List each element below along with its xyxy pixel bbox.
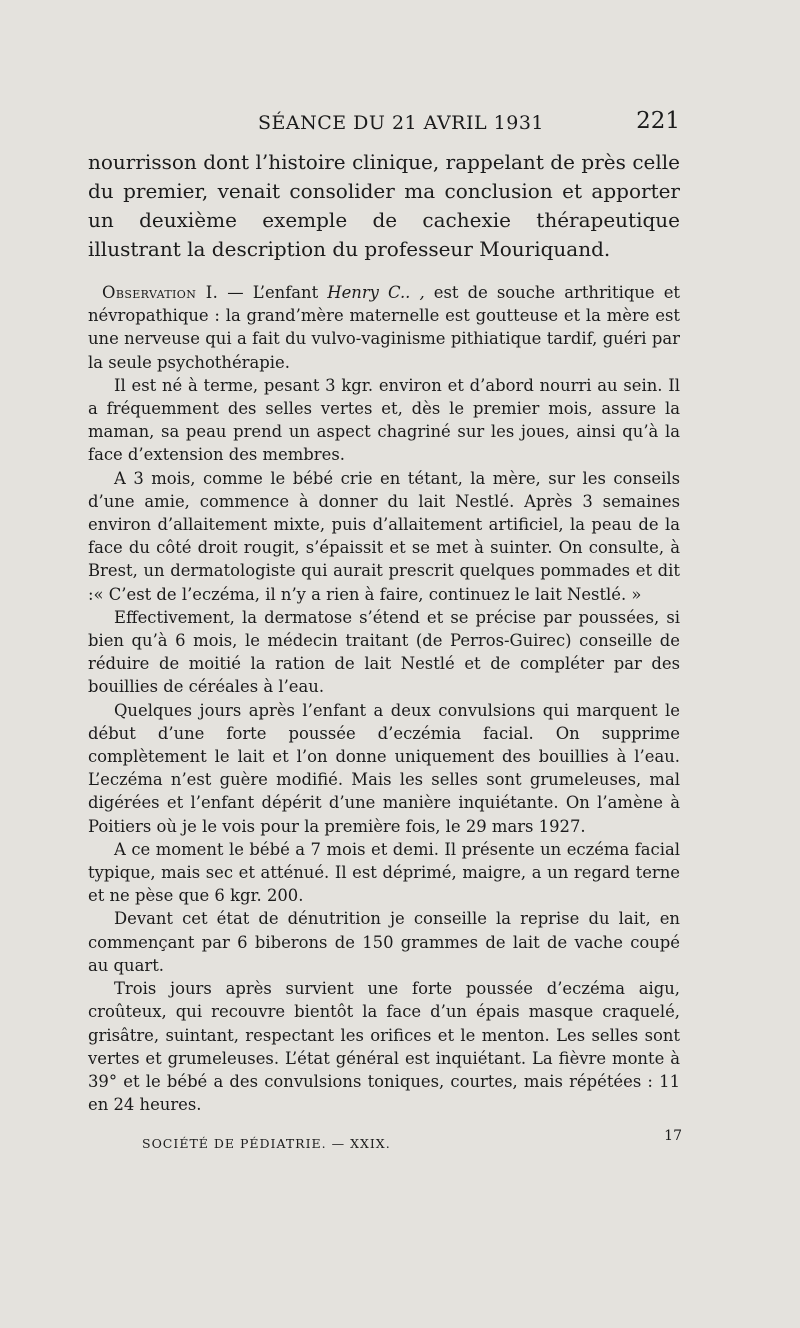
observation-paragraph: A ce moment le bébé a 7 mois et demi. Il présente un eczéma facial typique, mais sec et atténué. Il est déprimé, maigre, a un regard terne et ne pèse que 6 kgr. 200. xyxy=(88,839,680,906)
observation-intro xyxy=(88,281,680,374)
observation-intro-text: est de souche arthritique et névropathique : la grand’mère maternelle est goutteuse et la mère est une nerveuse qui a fait du vulvo-vaginisme pithiatique tardif, guéri par la seule psychothérapie. xyxy=(88,283,681,372)
observation-section xyxy=(88,281,680,1116)
lead-paragraph: nourrisson dont l’histoire clinique, rappelant de près celle du premier, venait consolider ma conclusion et apporter un deuxième exemple de cachexie thérapeutique illustrant la description du professeur Mouriquand. xyxy=(88,150,680,261)
observation-dash: — L’enfant xyxy=(218,283,328,302)
page-footer xyxy=(142,1126,682,1156)
page-header xyxy=(88,104,680,144)
observation-paragraph: Effectivement, la dermatose s’étend et se précise par poussées, si bien qu’à 6 mois, le médecin traitant (de Perros-Guirec) conseille de réduire de moitié la ration de lait Nestlé et de compléter par des bouillies de céréales à l’eau. xyxy=(88,607,680,697)
observation-paragraph: Il est né à terme, pesant 3 kgr. environ et d’abord nourri au sein. Il a fréquemment des selles vertes et, dès le premier mois, assure la maman, sa peau prend un aspect chagriné sur les joues, ainsi qu’à la face d’extension des membres. xyxy=(88,375,680,465)
page-number: 221 xyxy=(636,108,680,134)
page-body xyxy=(88,148,680,1116)
observation-paragraph: Trois jours après survient une forte poussée d’eczéma aigu, croûteux, qui recouvre bientôt la face d’un épais masque craquelé, grisâtre, suintant, respectant les orifices et le menton. Les selles sont vertes et grumeleuses. L’état général est inquiétant. La fièvre monte à 39° et le bébé a des convulsions toniques, courtes, mais répétées : 11 en 24 heures. xyxy=(88,979,680,1115)
observation-paragraph: Devant cet état de dénutrition je conseille la reprise du lait, en commençant par 6 biberons de 150 grammes de lait de vache coupé au quart. xyxy=(88,909,680,975)
observation-paragraph: A 3 mois, comme le bébé crie en tétant, la mère, sur les conseils d’une amie, commence à donner du lait Nestlé. Après 3 semaines environ d’allaitement mixte, puis d’allaitement artificiel, la peau de la face du côté droit rougit, s’épaissit et se met à suinter. On consulte, à Brest, un dermatologiste qui aurait prescrit quelques pommades et dit :« C’est de l’eczéma, il n’y a rien à faire, continuez le lait Nestlé. » xyxy=(88,468,680,604)
patient-name: Henry C.. , xyxy=(327,283,425,302)
printer-signature: SOCIÉTÉ DE PÉDIATRIE. — XXIX. xyxy=(142,1136,391,1151)
running-head: SÉANCE DU 21 AVRIL 1931 xyxy=(258,112,544,134)
observation-label: Observation I. xyxy=(102,283,219,302)
sheet-number: 17 xyxy=(664,1128,682,1144)
observation-paragraph: Quelques jours après l’enfant a deux convulsions qui marquent le début d’une forte poussée d’eczémia facial. On supprime complètement le lait et l’on donne uniquement des bouillies à l’eau. L’eczéma n’est guère modifié. Mais les selles sont grumeleuses, mal digérées et l’enfant dépérit d’une manière inquiétante. On l’amène à Poitiers où je le vois pour la première fois, le 29 mars 1927. xyxy=(88,700,680,836)
